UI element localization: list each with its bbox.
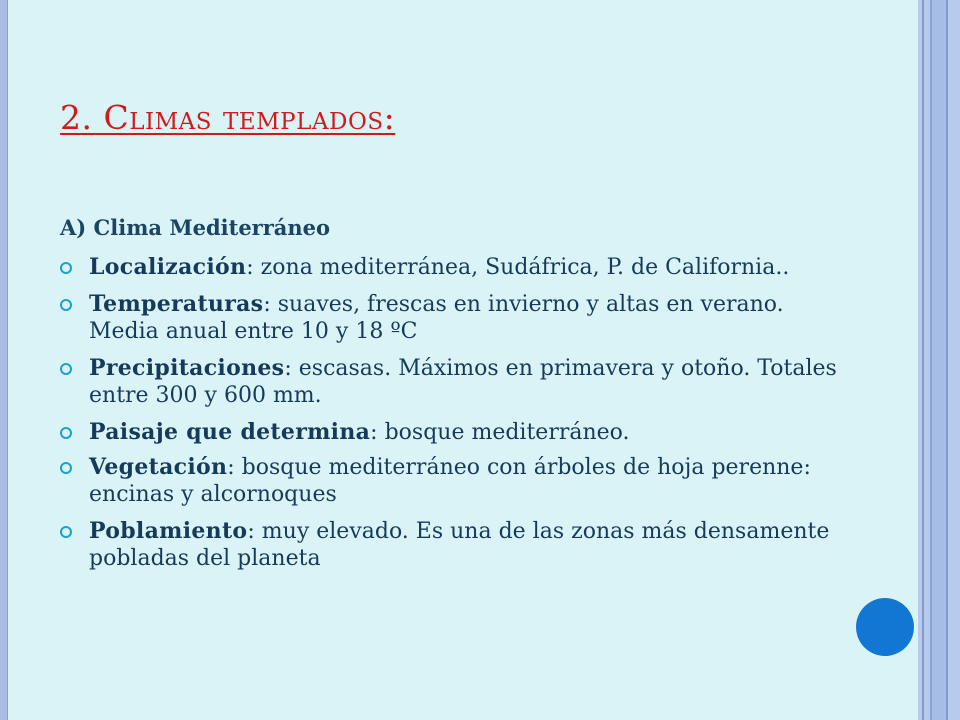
- bullet-precipitaciones: [60, 355, 840, 409]
- bullet-text: : suaves, frescas en invierno y altas en verano. Media anual entre 10 y 18 ºC: [89, 292, 784, 344]
- blue-circle-decoration: [856, 598, 914, 656]
- bullet-circle-icon: [60, 262, 72, 274]
- bullet-vegetacion: [60, 454, 840, 508]
- slide-title: 2. Climas templados:: [60, 98, 396, 137]
- bullet-label: Localización: [89, 254, 247, 280]
- bullet-text: : bosque mediterráneo con árboles de hoja perenne: encinas y alcornoques: [89, 455, 811, 507]
- bullet-label: Poblamiento: [89, 518, 248, 544]
- bullet-text: : bosque mediterráneo.: [370, 420, 630, 445]
- bullet-circle-icon: [60, 427, 72, 439]
- bullet-poblamiento: [60, 518, 840, 572]
- bullet-circle-icon: [60, 462, 72, 474]
- bullet-label: Temperaturas: [89, 291, 264, 317]
- bullet-list: [60, 254, 840, 582]
- bullet-circle-icon: [60, 299, 72, 311]
- bullet-temperaturas: [60, 291, 840, 345]
- bullet-localizacion: [60, 254, 840, 281]
- bullet-label: Vegetación: [89, 454, 228, 480]
- bullet-paisaje: [60, 419, 840, 446]
- bullet-label: Precipitaciones: [89, 355, 285, 381]
- bullet-circle-icon: [60, 526, 72, 538]
- bullet-text: : muy elevado. Es una de las zonas más densamente pobladas del planeta: [89, 519, 830, 571]
- right-stripe-decoration: [918, 0, 960, 720]
- bullet-text: : escasas. Máximos en primavera y otoño. Totales entre 300 y 600 mm.: [89, 356, 837, 408]
- bullet-circle-icon: [60, 363, 72, 375]
- section-subheading: A) Clima Mediterráneo: [60, 215, 331, 240]
- bullet-label: Paisaje que determina: [89, 419, 371, 445]
- bullet-text: : zona mediterránea, Sudáfrica, P. de California..: [246, 255, 790, 280]
- left-edge-decoration: [0, 0, 8, 720]
